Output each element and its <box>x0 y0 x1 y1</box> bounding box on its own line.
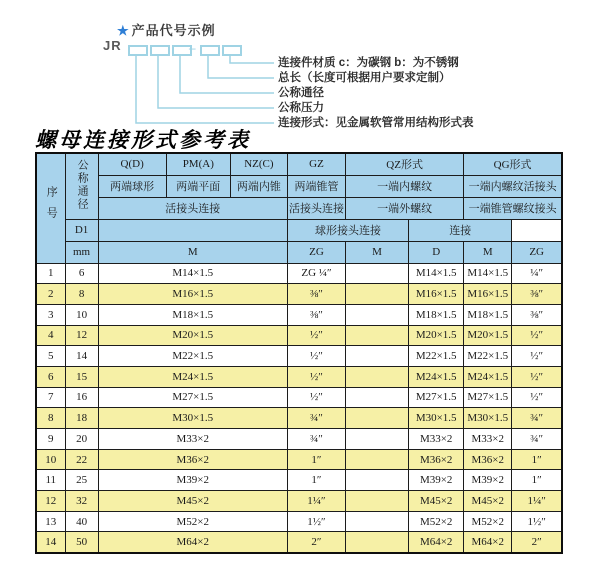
header-qg-conn: 连接 <box>409 219 512 241</box>
cell-mm: 12 <box>65 325 98 346</box>
cell-qzd: M14×1.5 <box>409 263 464 284</box>
cell-no: 6 <box>36 366 65 387</box>
cell-m: M14×1.5 <box>98 263 287 284</box>
header-q-desc: 两端球形 <box>98 175 166 197</box>
cell-qzd: M18×1.5 <box>409 304 464 325</box>
cell-zg: 1¼″ <box>287 491 345 512</box>
cell-qzd: M52×2 <box>409 511 464 532</box>
cell-qzd: M64×2 <box>409 532 464 553</box>
label-material: 连接件材质 c：为碳钢 b：为不锈钢 <box>278 57 459 69</box>
cell-qgm: M27×1.5 <box>464 387 512 408</box>
cell-qzd: M36×2 <box>409 449 464 470</box>
cell-qgm: M22×1.5 <box>464 346 512 367</box>
cell-no: 13 <box>36 511 65 532</box>
cell-qzd: M16×1.5 <box>409 284 464 305</box>
header-gz-conn: 活接头连接 <box>287 197 345 219</box>
cell-qzm <box>346 408 409 429</box>
code-dash: – <box>189 40 196 55</box>
cell-no: 5 <box>36 346 65 367</box>
header-q: Q(D) <box>98 153 166 175</box>
table-row <box>36 366 562 387</box>
cell-qgm: M52×2 <box>464 511 512 532</box>
cell-m: M30×1.5 <box>98 408 287 429</box>
cell-zg: 1″ <box>287 449 345 470</box>
cell-qzm <box>346 284 409 305</box>
cell-zg: ¾″ <box>287 429 345 450</box>
cell-no: 7 <box>36 387 65 408</box>
table-row <box>36 470 562 491</box>
code-box <box>200 45 220 56</box>
cell-qzd: M22×1.5 <box>409 346 464 367</box>
header-pm: PM(A) <box>166 153 230 175</box>
header-dn: 公称通径 <box>65 153 98 219</box>
cell-no: 14 <box>36 532 65 553</box>
cell-qzm <box>346 325 409 346</box>
code-box <box>222 45 242 56</box>
cell-qgzg: ½″ <box>512 346 562 367</box>
header-seq: 序号 <box>36 153 65 263</box>
cell-qgzg: 1½″ <box>512 511 562 532</box>
cell-no: 11 <box>36 470 65 491</box>
cell-m: M64×2 <box>98 532 287 553</box>
cell-m: M39×2 <box>98 470 287 491</box>
cell-mm: 16 <box>65 387 98 408</box>
header-mm: mm <box>65 241 98 263</box>
cell-mm: 22 <box>65 449 98 470</box>
table-row <box>36 284 562 305</box>
cell-qzd: M20×1.5 <box>409 325 464 346</box>
cell-zg: ½″ <box>287 387 345 408</box>
cell-qgm: M18×1.5 <box>464 304 512 325</box>
header-gz-desc: 两端锥管 <box>287 175 345 197</box>
cell-qgzg: ¾″ <box>512 429 562 450</box>
cell-qzm <box>346 511 409 532</box>
cell-mm: 40 <box>65 511 98 532</box>
cell-mm: 20 <box>65 429 98 450</box>
cell-qgzg: ½″ <box>512 325 562 346</box>
header-qz-desc2: 一端外螺纹 <box>346 197 464 219</box>
header-col-m-qz: M <box>346 241 409 263</box>
cell-qzd: M24×1.5 <box>409 366 464 387</box>
table-row <box>36 325 562 346</box>
header-union-conn: 活接头连接 <box>98 197 287 219</box>
cell-qgzg: 1″ <box>512 449 562 470</box>
header-blank <box>98 219 287 241</box>
cell-zg: ½″ <box>287 325 345 346</box>
cell-qzm <box>346 532 409 553</box>
header-nz: NZ(C) <box>230 153 287 175</box>
table-row <box>36 408 562 429</box>
header-nz-desc: 两端内锥 <box>230 175 287 197</box>
cell-mm: 50 <box>65 532 98 553</box>
cell-no: 9 <box>36 429 65 450</box>
cell-m: M16×1.5 <box>98 284 287 305</box>
table-row <box>36 263 562 284</box>
cell-qgzg: 1¼″ <box>512 491 562 512</box>
cell-qgzg: ⅜″ <box>512 284 562 305</box>
cell-mm: 14 <box>65 346 98 367</box>
cell-zg: ½″ <box>287 366 345 387</box>
diagram-heading <box>117 20 216 39</box>
label-connection: 连接形式：见金属软管常用结构形式表 <box>278 117 474 129</box>
cell-zg: ⅜″ <box>287 284 345 305</box>
cell-mm: 8 <box>65 284 98 305</box>
code-prefix: JR <box>103 38 122 53</box>
table-row <box>36 449 562 470</box>
cell-qzd: M33×2 <box>409 429 464 450</box>
header-qz: QZ形式 <box>346 153 464 175</box>
cell-qzm <box>346 491 409 512</box>
cell-zg: 1″ <box>287 470 345 491</box>
cell-qgm: M24×1.5 <box>464 366 512 387</box>
cell-mm: 25 <box>65 470 98 491</box>
header-col-m-main: M <box>98 241 287 263</box>
code-box <box>128 45 148 56</box>
cell-qzm <box>346 366 409 387</box>
header-col-m-qg: M <box>464 241 512 263</box>
cell-m: M33×2 <box>98 429 287 450</box>
header-qz-conn: 球形接头连接 <box>287 219 408 241</box>
cell-zg: ZG ¼″ <box>287 263 345 284</box>
cell-qgm: M64×2 <box>464 532 512 553</box>
cell-m: M18×1.5 <box>98 304 287 325</box>
cell-zg: 1½″ <box>287 511 345 532</box>
header-qg-desc2: 一端锥管螺纹接头 <box>464 197 562 219</box>
cell-qgzg: 2″ <box>512 532 562 553</box>
cell-qzm <box>346 449 409 470</box>
cell-zg: 2″ <box>287 532 345 553</box>
cell-zg: ¾″ <box>287 408 345 429</box>
cell-qgm: M36×2 <box>464 449 512 470</box>
cell-mm: 18 <box>65 408 98 429</box>
cell-qzm <box>346 263 409 284</box>
cell-qgm: M33×2 <box>464 429 512 450</box>
label-pressure: 公称压力 <box>278 102 324 114</box>
nut-connection-table <box>35 152 563 554</box>
cell-qzm <box>346 346 409 367</box>
cell-no: 4 <box>36 325 65 346</box>
cell-qzm <box>346 387 409 408</box>
cell-qzd: M39×2 <box>409 470 464 491</box>
cell-m: M45×2 <box>98 491 287 512</box>
cell-qzm <box>346 470 409 491</box>
cell-qgzg: ⅜″ <box>512 304 562 325</box>
cell-no: 10 <box>36 449 65 470</box>
header-col-zg-qg: ZG <box>512 241 562 263</box>
header-pm-desc: 两端平面 <box>166 175 230 197</box>
diagram-heading-text: 产品代号示例 <box>131 23 216 38</box>
cell-mm: 32 <box>65 491 98 512</box>
cell-qgzg: 1″ <box>512 470 562 491</box>
cell-m: M20×1.5 <box>98 325 287 346</box>
table-row <box>36 346 562 367</box>
cell-qgzg: ¼″ <box>512 263 562 284</box>
cell-qgm: M20×1.5 <box>464 325 512 346</box>
header-qz-desc1: 一端内螺纹 <box>346 175 464 197</box>
cell-mm: 15 <box>65 366 98 387</box>
cell-mm: 10 <box>65 304 98 325</box>
cell-no: 2 <box>36 284 65 305</box>
label-diameter: 公称通径 <box>278 87 324 99</box>
header-qg-desc1: 一端内螺纹活接头 <box>464 175 562 197</box>
table-row <box>36 532 562 553</box>
cell-m: M52×2 <box>98 511 287 532</box>
header-col-zg-gz: ZG <box>287 241 345 263</box>
cell-qzd: M27×1.5 <box>409 387 464 408</box>
cell-qzd: M45×2 <box>409 491 464 512</box>
cell-no: 3 <box>36 304 65 325</box>
cell-qgzg: ½″ <box>512 366 562 387</box>
code-box <box>150 45 170 56</box>
cell-qgm: M16×1.5 <box>464 284 512 305</box>
cell-qzd: M30×1.5 <box>409 408 464 429</box>
cell-qzm <box>346 304 409 325</box>
cell-m: M36×2 <box>98 449 287 470</box>
cell-m: M27×1.5 <box>98 387 287 408</box>
cell-zg: ⅜″ <box>287 304 345 325</box>
table-header <box>36 153 562 263</box>
cell-qgm: M14×1.5 <box>464 263 512 284</box>
cell-no: 12 <box>36 491 65 512</box>
header-d1: D1 <box>65 219 98 241</box>
cell-no: 8 <box>36 408 65 429</box>
header-gz: GZ <box>287 153 345 175</box>
label-length: 总长（长度可根据用户要求定制） <box>278 72 451 84</box>
star-icon: ★ <box>117 23 130 38</box>
cell-qgm: M45×2 <box>464 491 512 512</box>
product-code-diagram <box>0 0 600 130</box>
cell-m: M24×1.5 <box>98 366 287 387</box>
cell-qzm <box>346 429 409 450</box>
cell-m: M22×1.5 <box>98 346 287 367</box>
cell-zg: ½″ <box>287 346 345 367</box>
table-row <box>36 491 562 512</box>
cell-mm: 6 <box>65 263 98 284</box>
table-title: 螺母连接形式参考表 <box>35 127 251 152</box>
table-row <box>36 511 562 532</box>
cell-qgm: M39×2 <box>464 470 512 491</box>
table-row <box>36 387 562 408</box>
cell-no: 1 <box>36 263 65 284</box>
header-qg: QG形式 <box>464 153 562 175</box>
cell-qgm: M30×1.5 <box>464 408 512 429</box>
cell-qgzg: ¾″ <box>512 408 562 429</box>
table-row <box>36 429 562 450</box>
cell-qgzg: ½″ <box>512 387 562 408</box>
table-body <box>36 263 562 553</box>
header-col-d-qz: D <box>409 241 464 263</box>
table-row <box>36 304 562 325</box>
